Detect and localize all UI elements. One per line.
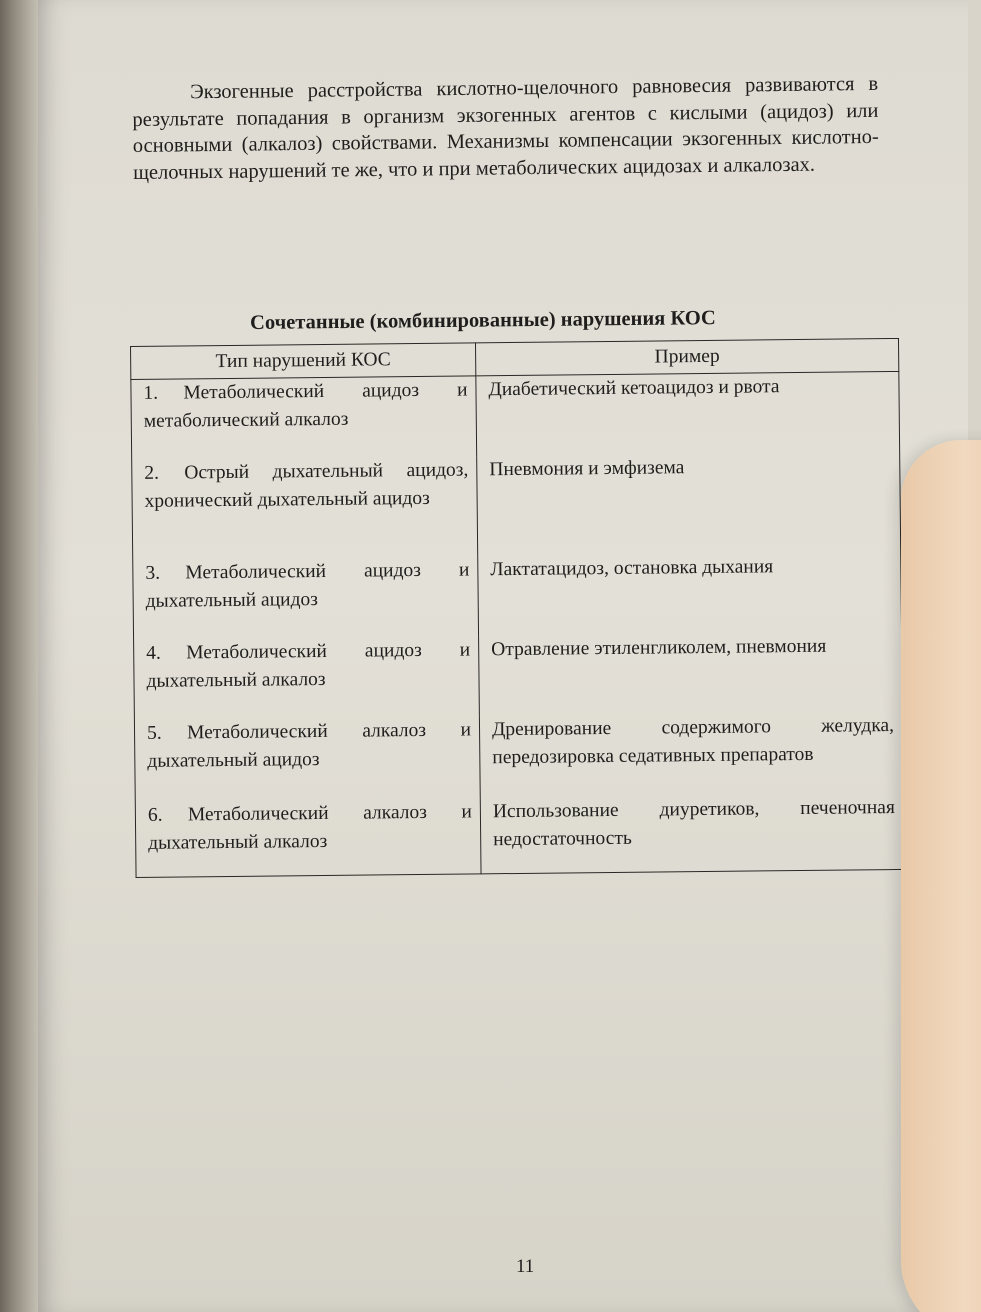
example-cell: Лактатацидоз, остановка дыхания: [478, 551, 902, 635]
type-text: Метаболический алкалоз и дыхательный алкалоз: [148, 800, 473, 854]
row-number: 2.: [144, 462, 160, 484]
disorders-table: [130, 338, 905, 878]
example-cell: Использование диуретиков, печеночная недостаточность: [480, 793, 904, 873]
table-row: [134, 631, 903, 719]
type-cell: [133, 556, 479, 640]
header-type: Тип нарушений КОС: [131, 343, 476, 380]
example-cell: Пневмония и эмфизема: [477, 451, 901, 555]
table-row: [132, 451, 901, 559]
type-text: Острый дыхательный ацидоз, хронический дыхательный ацидоз: [144, 458, 469, 512]
row-number: 3.: [145, 562, 161, 584]
type-cell: [135, 798, 481, 878]
type-cell: [132, 456, 478, 560]
table-title: Сочетанные (комбинированные) нарушения КОС: [250, 307, 716, 334]
table-row: [134, 711, 903, 801]
hand: [901, 440, 981, 1312]
example-cell: Отравление этиленгликолем, пневмония: [479, 631, 903, 715]
type-text: Метаболический ацидоз и метаболический алкалоз: [143, 379, 468, 432]
type-cell: [131, 376, 477, 460]
table-row: [135, 793, 904, 877]
intro-paragraph: Экзогенные расстройства кислотно-щелочного равновесия развиваются в результате попадания в организм экзогенных агентов с кислыми (ацидоз) или основными (алкалоз) свойствами. Механизмы компенсации экзогенных кислотно-щелочных нарушений те же, что и при метаболических ацидозах и алкалозах.: [132, 72, 879, 184]
type-cell: [134, 716, 480, 802]
table-row: [133, 551, 902, 639]
type-text: Метаболический ацидоз и дыхательный алкалоз: [146, 638, 471, 692]
example-cell: Дренирование содержимого желудка, передозировка седативных препаратов: [479, 711, 903, 797]
type-text: Метаболический ацидоз и дыхательный ацидоз: [145, 558, 470, 612]
page-number: 11: [516, 1256, 535, 1277]
row-number: 4.: [146, 642, 161, 664]
header-example: Пример: [475, 338, 898, 375]
table-row: [131, 371, 900, 459]
type-text: Метаболический алкалоз и дыхательный ацидоз: [147, 718, 472, 772]
row-number: 5.: [146, 722, 162, 744]
table-container: [130, 338, 904, 878]
type-cell: [134, 636, 480, 720]
row-number: 6.: [147, 804, 163, 826]
example-cell: Диабетический кетоацидоз и рвота: [476, 371, 900, 455]
row-number: 1.: [143, 382, 159, 404]
